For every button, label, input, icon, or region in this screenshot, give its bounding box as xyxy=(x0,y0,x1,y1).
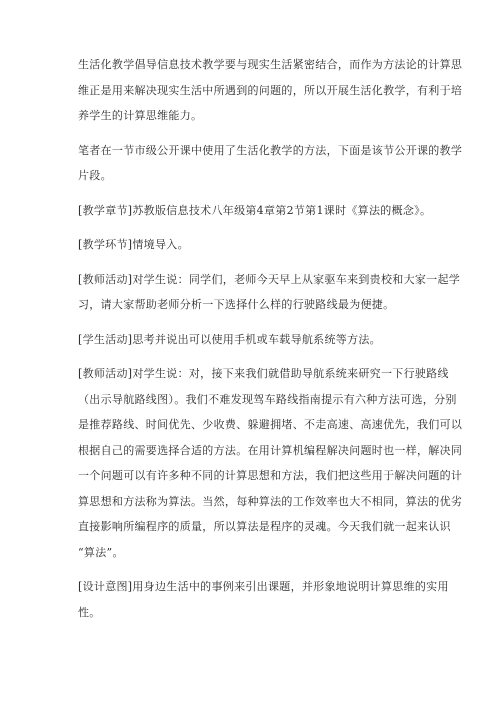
text-line: 维正是用来解决现实生活中所遇到的问题的，所以开展生活化教学，有利于培 xyxy=(78,83,463,97)
text-line: 养学生的计算思维能力。 xyxy=(78,109,203,122)
text-line: [教师活动]对学生说：同学们，老师今天早上从家驱车来到贵校和大家一起学 xyxy=(78,272,461,286)
text-line: “算法”。 xyxy=(78,545,124,559)
text-line: 片段。 xyxy=(78,169,112,182)
paragraph-design-intent xyxy=(78,574,449,625)
text-line: 根据自己的需要选择合适的方法。在用计算机编程解决问题时也一样，解决同 xyxy=(78,443,463,457)
text-line: 性。 xyxy=(78,605,101,619)
paragraph-teacher-activity-1 xyxy=(78,267,461,318)
text-line: [设计意图]用身边生活中的事例来引出课题，并形象地说明计算思维的实用 xyxy=(78,580,449,593)
paragraph-teacher-activity-2 xyxy=(78,361,463,565)
text-line: 生活化教学倡导信息技术教学要与现实生活紧密结合，而作为方法论的计算思 xyxy=(78,58,463,71)
text-line: [教师活动]对学生说：对，接下来我们就借助导航系统来研究一下行驶路线 xyxy=(78,367,449,380)
paragraph-teaching-step xyxy=(78,232,423,258)
text-line: [教学章节]苏教版信息技术八年级第4章第2节第1课时《算法的概念》。 xyxy=(78,203,432,217)
paragraph-intro xyxy=(78,52,463,129)
text-line: （出示导航路线图）。我们不难发现驾车路线指南提示有六种方法可选，分别 xyxy=(78,392,457,406)
paragraph-open-class xyxy=(78,138,463,189)
text-line: 算思想和方法称为算法。当然，每种算法的工作效率也大不相同，算法的优劣 xyxy=(78,494,463,508)
text-line: 是推荐路线、时间优先、少收费、躲避拥堵、不走高速、高速优先，我们可以 xyxy=(78,418,463,431)
paragraph-student-activity xyxy=(78,327,423,353)
text-line: 笔者在一节市级公开课中使用了生活化教学的方法，下面是该节公开课的教学 xyxy=(78,143,463,157)
paragraph-chapter xyxy=(78,198,432,224)
document-page xyxy=(78,52,463,634)
text-line: [教学环节]情境导入。 xyxy=(78,238,189,251)
text-line: [学生活动]思考并说出可以使用手机或车载导航系统等方法。 xyxy=(78,332,381,346)
text-line: 直接影响所编程序的质量，所以算法是程序的灵魂。今天我们就一起来认识 xyxy=(78,520,451,533)
text-line: 一个问题可以有许多种不同的计算思想和方法，我们把这些用于解决问题的计 xyxy=(78,469,463,482)
text-line: 习，请大家帮助老师分析一下选择什么样的行驶路线最为便捷。 xyxy=(78,298,395,311)
